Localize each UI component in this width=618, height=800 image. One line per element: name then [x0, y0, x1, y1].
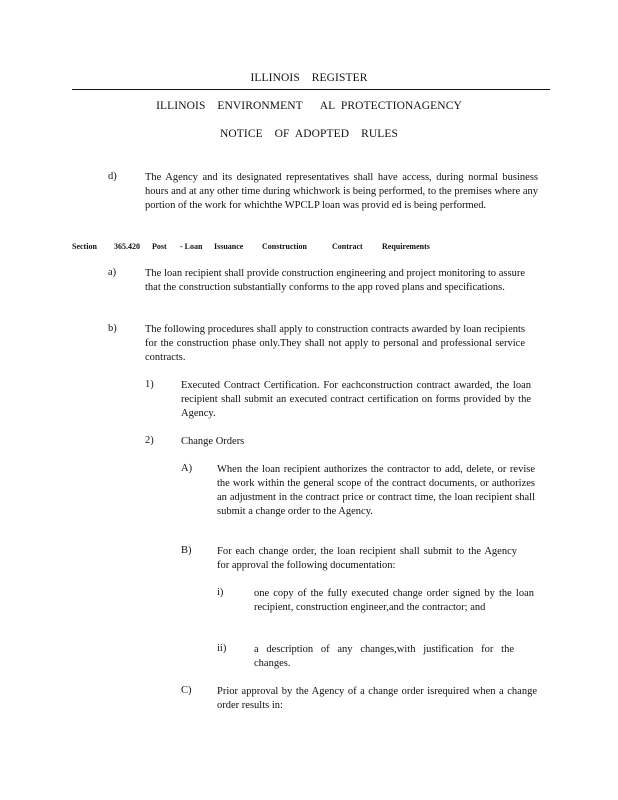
item-b2-text: Change Orders [181, 436, 245, 447]
item-ii-marker: ii) [217, 643, 227, 654]
section-word-requirements: Requirements [382, 242, 430, 251]
header-rule [72, 89, 550, 90]
section-word-issuance: Issuance [214, 242, 244, 251]
item-b1-text: Executed Contract Certification. For eachconstruction contract awarded, the loan recipient shall submit an executed contract certification on forms provided by the Agency. [181, 380, 531, 419]
section-word-contract: Contract [332, 242, 363, 251]
section-word-construction: Construction [262, 242, 307, 251]
section-heading [72, 242, 432, 256]
item-C-marker: C) [181, 685, 192, 696]
item-d-marker: d) [108, 171, 117, 182]
section-word-loan: - Loan [180, 242, 203, 251]
register-title: ILLINOIS REGISTER [250, 72, 368, 84]
section-number: 365.420 [114, 242, 140, 251]
item-b-text: The following procedures shall apply to construction contracts awarded by loan recipients for the construction phase only.They shall not apply to personal and professional service contracts. [145, 324, 525, 363]
item-b1-marker: 1) [145, 379, 154, 390]
agency-name: ILLINOIS ENVIRONMENT AL PROTECTIONAGENCY [156, 100, 462, 112]
item-ii-text: a description of any changes,with justification for the changes. [254, 644, 514, 669]
item-A-marker: A) [181, 463, 193, 474]
item-d-text: The Agency and its designated representatives shall have access, during normal business hours and at any other time during whichwork is being performed, to the premises where any portion of the work for whichthe WPCLP loan was provid ed is being performed. [145, 172, 538, 211]
item-a-text: The loan recipient shall provide construction engineering and project monitoring to assure that the construction substantially conforms to the app roved plans and specifications. [145, 268, 525, 293]
item-b-marker: b) [108, 323, 117, 334]
item-b2-marker: 2) [145, 435, 154, 446]
item-a-marker: a) [108, 267, 117, 278]
item-i-text: one copy of the fully executed change order signed by the loan recipient, construction engineer,and the contractor; and [254, 588, 534, 613]
item-C-text: Prior approval by the Agency of a change order isrequired when a change order results in: [217, 686, 537, 711]
item-B-text: For each change order, the loan recipient shall submit to the Agency for approval the following documentation: [217, 546, 517, 571]
item-B-marker: B) [181, 545, 192, 556]
section-word-post: Post [152, 242, 167, 251]
section-label: Section [72, 242, 97, 251]
item-i-marker: i) [217, 587, 224, 598]
item-A-text: When the loan recipient authorizes the contractor to add, delete, or revise the work within the general scope of the contract documents, or authorizes an adjustment in the contract price or contract time, the loan recipient shall submit a change order to the Agency. [217, 464, 535, 517]
notice-title: NOTICE OF ADOPTED RULES [219, 128, 399, 140]
